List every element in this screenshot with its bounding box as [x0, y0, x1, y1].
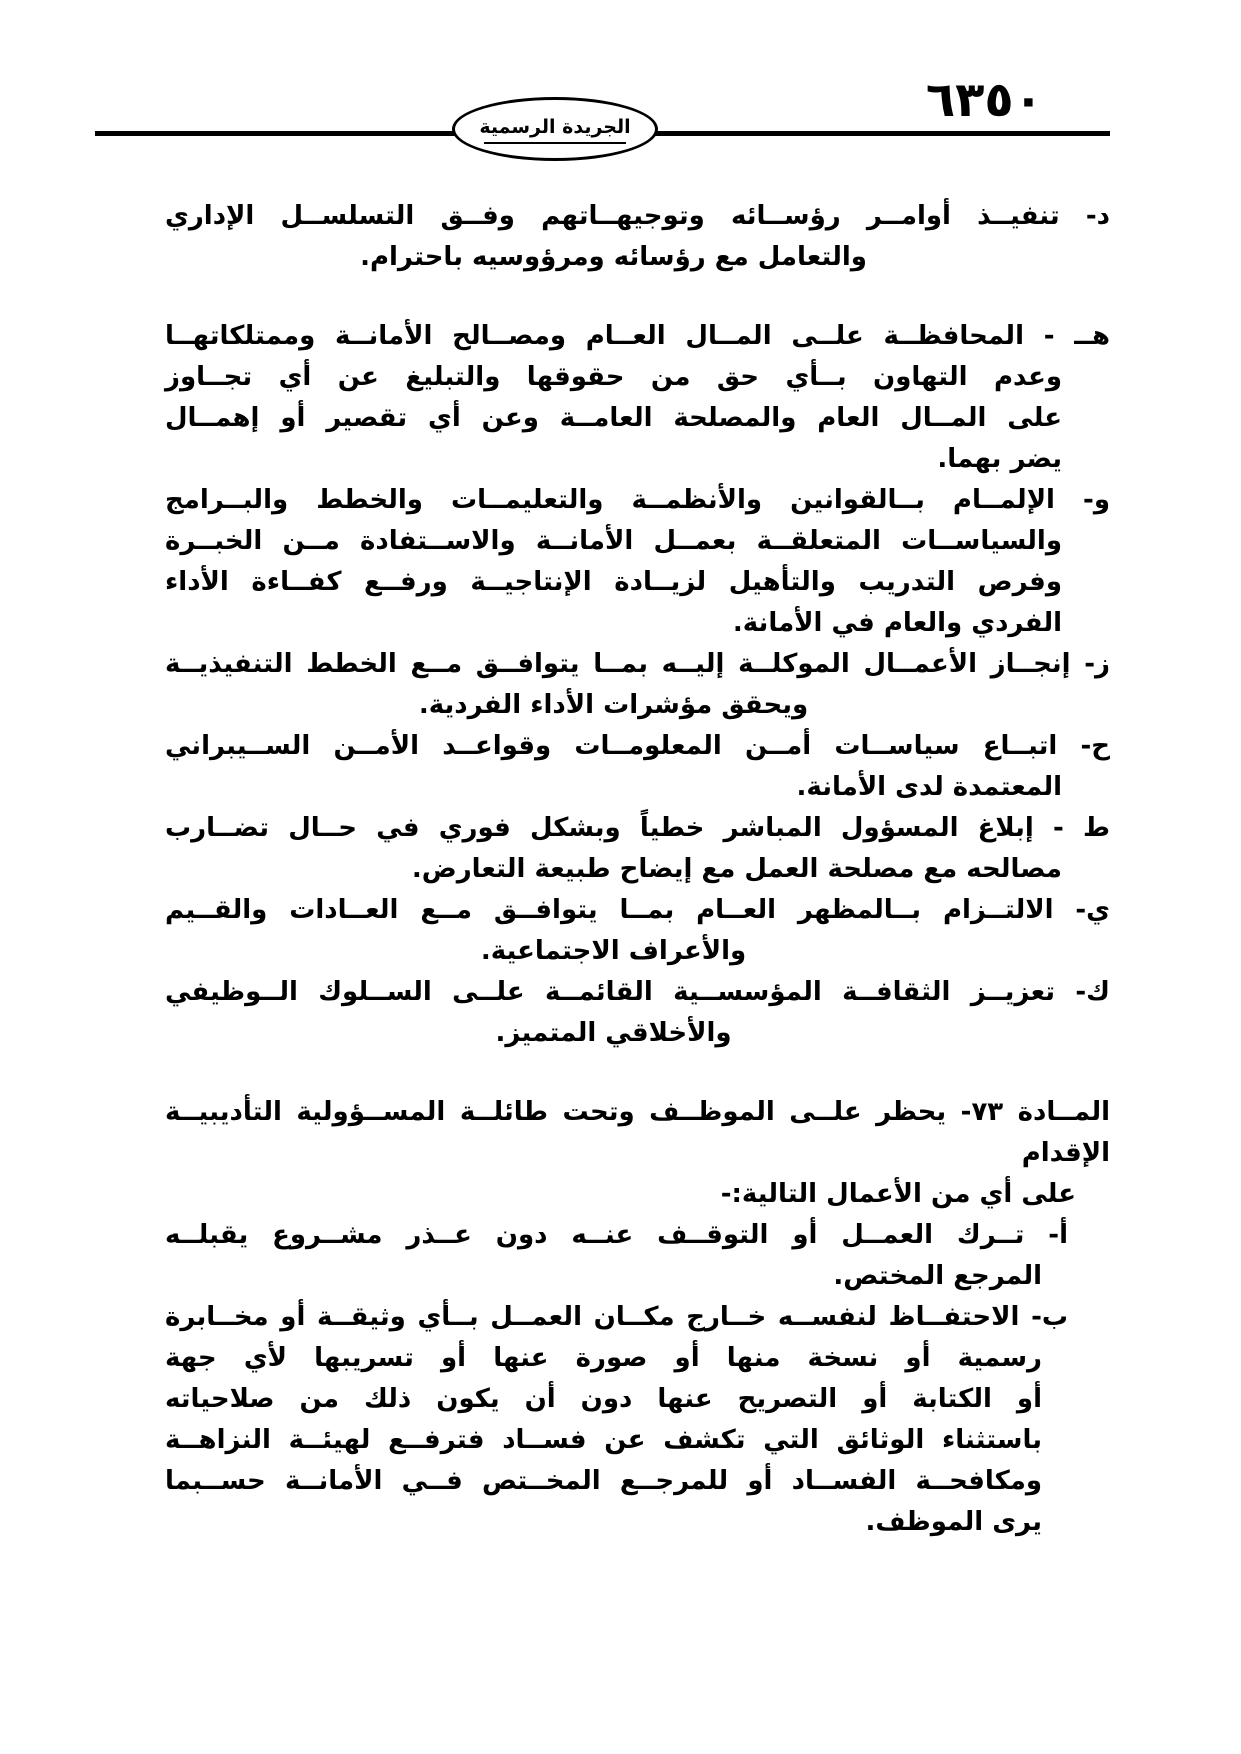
paragraph-subitem-ba — [165, 1297, 1110, 1543]
paragraph-item-waw — [165, 480, 1110, 644]
gazette-seal — [452, 97, 658, 161]
text-line: المرجع المختص. — [833, 1261, 1042, 1291]
seal-divider-line — [484, 142, 626, 144]
paragraph-item-ya — [165, 890, 1110, 972]
text-line: مصالحه مع مصلحة العمل مع إيضاح طبيعة التعارض. — [411, 854, 1062, 884]
paragraph-item-hah — [165, 726, 1110, 808]
paragraph-item-ha — [165, 316, 1110, 480]
paragraph-item-dal — [165, 196, 1110, 278]
text-line: ك- تعزيــز الثقافــة المؤسســية القائمــة علــى الســلوك الــوظيفي — [165, 977, 1110, 1007]
paragraph-item-kaf — [165, 972, 1110, 1054]
text-line: و- الإلمــام بــالقوانين والأنظمــة والتعليمــات والخطط والبــرامج — [165, 485, 1110, 515]
text-line: ي- الالتــزام بــالمظهر العــام بمــا يتوافــق مــع العــادات والقــيم — [165, 895, 1110, 925]
text-line: وعدم التهاون بــأي حق من حقوقها والتبليغ عن أي تجــاوز — [165, 362, 1062, 392]
paragraph-subitem-alif — [165, 1215, 1110, 1297]
text-line: أ- تــرك العمــل أو التوقــف عنــه دون عــذر مشــروع يقبلــه — [165, 1220, 1068, 1250]
paragraph-item-zay — [165, 644, 1110, 726]
text-line: ومكافحــة الفســاد أو للمرجــع المخــتص فــي الأمانــة حســبما — [165, 1466, 1042, 1496]
text-line: يرى الموظف. — [865, 1507, 1042, 1537]
text-line: المعتمدة لدى الأمانة. — [796, 772, 1062, 802]
text-line: والأعراف الاجتماعية. — [480, 936, 747, 966]
text-line: رسمية أو نسخة منها أو صورة عنها أو تسريبها لأي جهة — [165, 1343, 1042, 1373]
text-line: باستثناء الوثائق التي تكشف عن فســاد فترفــع لهيئــة النزاهــة — [165, 1425, 1042, 1455]
paragraph-item-tah — [165, 808, 1110, 890]
document-body — [165, 196, 1110, 1543]
text-line: وفرص التدريب والتأهيل لزيــادة الإنتاجيــة ورفــع كفــاءة الأداء — [165, 567, 1062, 597]
page-number: ٦٣٥٠ — [925, 72, 1043, 128]
text-line: المــادة ٧٣- يحظر علــى الموظــف وتحت طائلــة المســؤولية التأديبيــة الإقدام — [165, 1097, 1110, 1168]
text-line: على أي من الأعمال التالية:- — [720, 1179, 1076, 1209]
text-line: ح- اتبــاع سياســات أمــن المعلومــات وقواعــد الأمــن الســيبراني — [165, 731, 1110, 761]
gazette-title: الجريدة الرسمية — [479, 115, 631, 138]
text-line: ز- إنجــاز الأعمــال الموكلــة إليــه بمــا يتوافــق مــع الخطط التنفيذيــة — [165, 649, 1110, 679]
text-line: ويحقق مؤشرات الأداء الفردية. — [418, 690, 809, 720]
text-line: د- تنفيــذ أوامــر رؤســائه وتوجيهــاتهم وفــق التسلســل الإداري — [165, 201, 1110, 231]
text-line: أو الكتابة أو التصريح عنها دون أن يكون ذلك من صلاحياته — [165, 1384, 1042, 1414]
text-line: على المــال العام والمصلحة العامــة وعن أي تقصير أو إهمــال — [165, 403, 1062, 433]
text-line: هــ - المحافظــة علــى المــال العــام ومصــالح الأمانــة وممتلكاتهــا — [165, 321, 1110, 351]
text-line: يضر بهما. — [937, 444, 1062, 474]
text-line: والأخلاقي المتميز. — [495, 1018, 732, 1048]
text-line: ب- الاحتفــاظ لنفســه خــارج مكــان العمــل بــأي وثيقــة أو مخــابرة — [165, 1302, 1068, 1332]
text-line: الفردي والعام في الأمانة. — [732, 608, 1062, 638]
text-line: والسياســات المتعلقــة بعمــل الأمانــة والاســتفادة مــن الخبــرة — [165, 526, 1062, 556]
text-line: والتعامل مع رؤسائه ومرؤوسيه باحترام. — [360, 242, 867, 272]
text-line: ط - إبلاغ المسؤول المباشر خطياً وبشكل فوري في حــال تضــارب — [165, 813, 1110, 843]
paragraph-article-73 — [165, 1092, 1110, 1215]
